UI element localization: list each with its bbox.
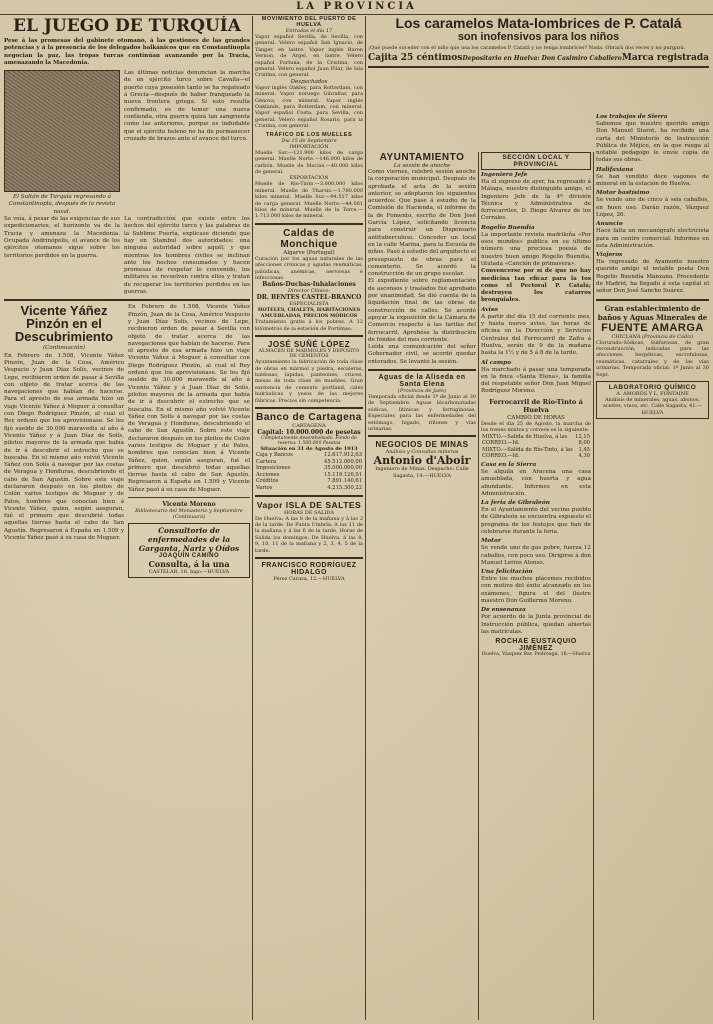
lab-title: LABORATORIO QUÍMICO [608, 384, 697, 392]
sune-sub: ALMACÉN DE MÁRMOLES Y DEPÓSITO DE CEMENTOS [258, 349, 360, 360]
c4-s1-body: Sabemos que nuestro querido amigo Don Manuel Siurot, ha recibido una carta del Ministerio de Instrucción Pública de Méjico, en la que ruega al notable pedagogo le envíe copia de todas sus obras. [596, 121, 709, 164]
masthead-title: LA PROVINCIA [296, 1, 417, 12]
turquia-tail: Se veía, á pesar de las exigencias de sus expedicionarios, el horizonte va de la Tracia y amenaza la Macedonia. Ocupada Andrinópolis, el avance de los ejércitos otomanos sigue sobre los territorios perdidos en la guerra. [4, 216, 120, 259]
balance-label: Acciones [256, 471, 280, 478]
s7-heading: La feria de Gibraleón [481, 500, 550, 507]
horario-label: CORREO.—Id. [482, 453, 520, 460]
mataca-sub: son inofensivos para los niños [457, 31, 620, 43]
balance-label: Imposiciones [256, 465, 291, 472]
balance-value: 35.000.000,00 [324, 465, 362, 472]
author-moreno-sub: Bibliotecario del Monasterio y Septiembre [135, 508, 243, 515]
s7-body: En el Ayuntamiento del vecino pueblo de Gibraleón se encuentra expuesto el programa de los festejos que han de celebrarse durante la feria. [481, 507, 591, 535]
c4-s2-body: Se han vendido doce vagones de mineral en la estación de Huelva. [596, 173, 709, 188]
ayto-body: Como viernes, celebró sesión anoche la corporación municipal. Después de aprobada el acta de la sesión anterior, se adoptaron los siguientes acuerdos: Que pase á estudio de la Comisión de Hacienda, el informe de la de Fomento, escrito de Don José García López, solicitando licencia para construir un Dispensario antituberculoso. Conceder un local en la calle Marina, para la Escuela de niños. Pasó á estudio del arquitecto el presupuesto de obras para el cementerio. Se acordó la construcción de un grupo escolar. [368, 169, 476, 278]
mataca-marca: Marca registrada [621, 53, 709, 64]
trafico-title: TRÁFICO DE LOS MUELLES [265, 131, 353, 138]
importacion-body: Muelle Sur.—121.900 kilos de carga general. Muelle Norte.—146.000 kilos de carbón. Muelle de Macías.—40.000 kilos de general. [255, 149, 363, 175]
mataca-title: Los caramelos Mata-lombrices de P. Catalá [395, 16, 682, 31]
ayto-sub: La sesión de anoche [393, 163, 451, 169]
footer-rodriguez-addr: Pérez Carasa, 12.—HUELVA [273, 576, 345, 583]
caldas-foot: Tratamiento gratis á los pobres. A 12 kilómetros de la estación de Portimao. [255, 319, 363, 332]
turquia-col-b: La contradicción que existe entre los hechos del ejército turco y las palabras de la Sublime Puerta, explícase diciendo que hay en Stambul dos autoridades: una ninguna autoridad sobre aquél; y que mientras los hombres civiles se inclinan ante los hechos consumados y hacen promesas de respetar lo convenido, los militares se revuelven contra ellos y tratan de recuperar los territorios perdidos en las guerras. [124, 216, 250, 296]
caldas-director: DR. BENTES CASTEL-BRANCO [256, 294, 362, 302]
ayto-body-3: Leída una comunicación del señor Gobernador civil, se acordó quedar enterados. Se levantó la sesión. [368, 344, 476, 365]
horario-label: CORREO.—Id. [482, 440, 520, 447]
lab-body: Análisis de minerales, aguas, abonos, aceites, vinos, etc. Calle Sagasta, 41.—HUELVA [602, 397, 703, 416]
laboratorio-ad [596, 381, 709, 419]
s5-body: Ha marchado á pasar una temporada en la finca «Santa Elena», la familia del respetable señor Don Juan Miguel Rodríguez Moreno. [481, 366, 591, 395]
c4-s1-heading: Los trabajos de Sierra [596, 114, 668, 120]
s10-body: Por acuerdo de la Junta provincial de Instrucción pública, quedan abiertas las matrículas. [481, 614, 591, 635]
c4-s4-heading: Anuncio [596, 221, 623, 228]
s2-body: La importante revista madrileña «Por esos mundos» publica en su último número una preciosa poesía de nuestro buen amigo Rogelio Buendía, titulada «Canción de primavera». [481, 231, 591, 267]
banco-title: Banco de Cartagena [256, 412, 362, 424]
balance-label: Caja y Bancos [256, 452, 293, 459]
cambio-title: CAMBIO DE HORAS [507, 414, 565, 421]
caldas-sub: Algarve (Portugal) [283, 249, 335, 256]
horario-row [481, 434, 591, 441]
exportacion-title: EXPORTACIÓN [289, 175, 329, 182]
aboir-body: Ingeniero de Minas. Despacho: Calle Sagasta, 14.—HUELVA [375, 466, 469, 479]
rochae-footer: ROCHAE EUSTAQUIO JIMÉNEZ [495, 638, 577, 653]
headline-pinzon: Vicente Yáñez Pinzón en el Descubrimiento [14, 303, 114, 345]
s8-body: Se vende uno de gas pobre, fuerza 12 caballos, con poco uso. Dirigirse á don Manuel Lerios Alonso. [481, 545, 591, 566]
s3-body: Convencerse por sí de que no hay medicina tan eficaz para la tos como el Pectoral P. Catalá; destruyen los catarros bronquiales. [481, 268, 591, 304]
balance-label: Créditos [256, 478, 279, 485]
balance-label: Cartera [256, 458, 277, 465]
aguas-title: Aguas de la Aliseda en Santa Elena [378, 374, 466, 389]
s9-heading: Una felicitación [481, 569, 533, 576]
masthead [0, 0, 713, 15]
fuente-title: Gran establecimiento de baños y Aguas Minerales de [597, 303, 708, 322]
fuente-name: FUENTE AMARGA [601, 321, 704, 334]
horario-row [481, 453, 591, 460]
s1-body: Ha el expreso de ayer, ha regresado á Málaga, nuestro distinguido amigo, el Ingeniero Jefe de la 4ª división Técnica y Administrativa de ferrocarriles, D. Diego Alvarez de los Corrales. [481, 179, 591, 222]
despachados-body: Vapor inglés Oakley, para Rotterdam, con mineral. Vapor noruego Gibraltar, para Génova, con mineral. Vapor inglés Oaklands, para Rotterdam, con mineral. Vapor español Costa, para Sevilla, con general. Velero español Rosario, para la Cristina, con general. [255, 84, 363, 130]
balance-row [255, 478, 363, 485]
rochae-addr: Huelva, Vázquez Bar. Pedroaga, 16.—Huelva [481, 652, 591, 658]
balance-row [255, 485, 363, 492]
ayto-title: AYUNTAMIENTO [379, 152, 465, 163]
horario-value: 1,45 [578, 446, 590, 453]
balance-value: 7.891.140,61 [327, 478, 362, 485]
column-1 [4, 16, 250, 1020]
c4-s3-heading: Motor bastísimo [596, 190, 650, 197]
caldas-body: Curación por los aguas naturales de las afecciones crónicas y agudas reumáticas, palúdicas, anémicas, nerviosas é infecciosas. [255, 255, 363, 281]
s8-heading: Motor [481, 538, 501, 545]
consultorio-address: CASTELAR, 16, bajo.—HUELVA [148, 569, 230, 576]
mataca-body: ¡Qué puede suceder con el niño que usa los caramelos P. Catalá y no tenga lombrices? Nada. Obrará dos veces y no purgará. [368, 45, 686, 51]
horario-value: 8,00 [578, 440, 590, 447]
aboir-title: Antonio d'Aboir [373, 454, 471, 468]
horario-row [481, 447, 591, 454]
turquia-col-a: Las últimas noticias denuncian la marcha de un ejército turco sobre Cavalla—el puerto cuya posesión tanto se ha regateado á Grecia—después de haber franqueado la nueva frontera griega. Si esto resulta confirmado, es de temer una nueva contienda, otra guerra quizá tan sangrienta como las anteriores, porque es indudable que el ejército heleno no ha de permanecer cruzado de brazos ante el avance del turco. [124, 70, 250, 142]
consultorio-ad [128, 523, 250, 578]
headline-turquia: EL JUEGO DE TURQUÍA [13, 16, 241, 36]
sune-title: JOSÉ SUÑÉ LÓPEZ [267, 340, 351, 350]
despachados-title: Despachados [290, 78, 328, 85]
consultorio-consulta: Consulta, á la una [148, 559, 230, 570]
s2-heading: Rogelio Buendía [481, 224, 535, 231]
banco-balance-table [255, 452, 363, 492]
c4-s3-body: Se vende uno de cinco á seis caballos, en buen uso. Darán razón, Vázquez López, 26. [596, 197, 709, 218]
negocios-sub: Análisis y Consultas mineras [385, 449, 459, 456]
c4-s4-body: Hace falta un mecanógrafo electricista para un centro comercial. Informes en esta Administración. [596, 228, 709, 249]
entradas-body: Vapor español Sevilla, de Sevilla, con general. Velero español San Ignacio, de Tánger, en lastre. Vapor inglés Baron Vernon, de Argel, en lastre. Velero español Fortuna, de la Cristina, con general. Velero español Juan Pilar, de Isla Cristina, con general. [255, 34, 363, 79]
aguas-body: Temporada oficial desde 1º de Junio al 30 de Septiembre. Aguas bicarbonatadas sódicas, litínicas y ferruginosas. Especiales para las enfermedades del estómago, hígado, riñones y vías urinarias. [368, 394, 476, 433]
c4-s5-body: Ha regresado de Ayamonte nuestro querido amigo el notable poeta Don Rogelio Buendía Manzano. Procedente de Madrid, ha llegado á esta capital el señor Don José Sancho Suárez. [596, 259, 709, 295]
continuara: (Continuará) [172, 514, 206, 521]
balance-value: 12.617.912,63 [324, 452, 362, 459]
horario-label: MIXTO.—Salida de Huelva, á las [482, 433, 568, 440]
cambio-body: Desde el día 25 de Agosto, la marcha de los trenes mixtos y correos es la siguiente: [481, 420, 591, 434]
mataca-depositario: Depositario en Huelva: Don Casimiro Caballero [462, 54, 622, 62]
lab-sub: A. AMORÓS Y L. FONTAINE [616, 391, 689, 398]
banco-balance-title: Situación en 31 de Agosto de 1913 [260, 446, 358, 453]
balance-row [255, 452, 363, 459]
balance-row [255, 459, 363, 466]
pinzon-continuacion: (Continuación) [42, 345, 86, 352]
fuente-body: Clorurado-Sódicas, Sulfurosas, de gran reconstrucción, indicadas para las afecciones herpéticas, escrofulosas, reumáticas, catarrales y de las vías urinarias. Temporada oficial: 1º Junio al 30 Sept. [596, 339, 709, 378]
balance-row [255, 465, 363, 472]
caldas-title: Caldas de Monchique [280, 227, 338, 250]
sune-body: Ayuntamiento la fabricación de toda clase de obras en mármol y piedra, escaleras, baldosas, lápidas, panteones, cruces, mesas de toda clase de muebles. Gran existencia de cemento portland, cales hidráulicas y yesos de las mejores fábricas. Precios sin competencia. [255, 359, 363, 404]
caldas-director-label: Director Clínico: [287, 288, 331, 295]
balance-label: Varios [256, 485, 273, 491]
seccion-title: SECCIÓN LOCAL Y PROVINCIAL [481, 152, 591, 170]
aguas-sub: (Provincia de Jaén) [397, 388, 447, 395]
s4-body: A partir del día 15 del corriente mes, y hasta nuevo aviso, las horas de oficina en la Dirección y Servicios Centrales del Ferrocarril de Zafra á Huelva, serán de 9 de la mañana hasta la 1½ y de 5 á 8 de la tarde. [481, 313, 591, 357]
caldas-banos: Baños-Duchas-Inhalaciones [262, 281, 356, 289]
s6-body: Se alquila en Aracena una casa amueblada, con huerta y agua abundante. Informes en esta Administración. [481, 468, 591, 497]
balance-value: 45.512.000,00 [324, 458, 362, 465]
s1-heading: Ingeniero Jefe [481, 172, 528, 178]
column-3b [481, 152, 591, 1020]
column-2 [255, 16, 363, 1020]
vapor-title: Vapor ISLA DE SALTES [256, 499, 362, 510]
vapor-body: De Huelva: A las 8 de la mañana y á las 2 de la tarde. De Punta Umbría: A las 11 de la mañana y á las 6 de la tarde. Horas de Salida los domingos: De Huelva, á las 8, 9, 10, 11 de la mañana y 2, 3, 4, 5 de la tarde. [255, 515, 363, 554]
turquia-intro: Pese á las promesas del gabinete otomano, á las gestiones de las grandes potencias y á la presencia de los delegados balkánicos que en Constantinopla negocian la paz, las tropas turcas continúan avanzando por la Tracia, amenazando la Macedonia. [4, 38, 250, 66]
consultorio-doctor: JOAQUÍN CAMINO [158, 553, 220, 560]
sultan-photo [4, 70, 120, 192]
c4-s2-heading: Halifaxiana [596, 166, 634, 173]
mataca-cajita: Cajita 25 céntimos [368, 53, 463, 64]
sultan-caption: El Sultán de Turquía regresando á Constantinopla, después de la revista naval. [8, 194, 116, 215]
s6-heading: Casa en la Sierra [481, 461, 537, 468]
footer-rodriguez: FRANCISCO RODRÍGUEZ HIDALGO [261, 562, 357, 577]
banco-capital: Capital: 10.000.000 de pesetas [257, 429, 361, 437]
exportacion-body: Muelle de Rio-Tinto.—3.800.000 kilos mineral. Muelle de Tharsis.—1.780.000 kilos mineral. Muelle Sur.—94.517 kilos de carga general. Muelle Norte.—44.081 kilos de mineral. Muelle de la Torre.—1.713.000 kilos de mineral. [255, 181, 363, 220]
consultorio-title: Consultorio de enfermedades de la Garganta, Nariz y Oídos [138, 526, 240, 554]
column-4 [596, 112, 709, 1020]
balance-value: 15.119.126,91 [324, 471, 362, 478]
ferrocarril-title: Ferrocarril de Río-Tinto á Huelva [489, 397, 583, 414]
horario-label: MIXTO.—Salida de Río-Tinto, á las [482, 446, 573, 453]
s9-body: Entre los muchos plácemes recibidos con motivo del éxito alcanzado en los exámenes, figura el del ilustre maestro Don Guillermo Moreno. [481, 576, 591, 605]
caldas-especialista: ESPECIALISTA [289, 301, 329, 308]
horario-value: 12,15 [575, 433, 590, 440]
movimiento-heading: MOVIMIENTO DEL PUERTO DE HUELVA [261, 16, 357, 28]
fuente-loc: CHICLANA (Provincia de Cádiz) [611, 333, 694, 340]
s10-heading: De ensenanza [481, 607, 526, 614]
banco-desembolsado: Completamente desembolsado. Fondo de reserva: 1.500.000 Pesetas [261, 436, 357, 447]
c4-s5-heading: Viajeros [596, 252, 623, 259]
horario-value: 4,30 [578, 453, 590, 460]
pinzon-body-cont: En Febrero de 1.508, Vicente Yáñez Pinzón, Juan de la Cosa, Américo Vespucio y Juan Díaz Solís, vecinos de Lepe, recibieron orden de pasar á Sevilla con objeto de tratar acerca de las navegaciones que habían de hacerse. Para el apresto de esa armada hizo un viaje Vicente Yáñez á Moguer á consultar con Diego Rodríguez Pinzón, al cual el Rey ordenó que los aprovisionase. Se les fijó sueldo de 30.000 maravedís al año á Vicente Yáñez y á Juan Díaz de Solís, pilotos mayores de la armada que había de ir á descubrir el estrecho que se buscaba. En el mismo año volvió Vicente Yáñez con Solís á navegar por las costas de Veragua y Honduras, descubriendo el cabo de San Agustín. Sobre este viaje declararon después en los pleitos de Colón varios testigos de Moguer y de Palos, hombres que conocían bien á Vicente Yáñez, quien, según aseguran, fué el primero que descubrió todas aquellas tierras hasta el cabo de San Agustín. Regresaron á España en 1.509 y Vicente Yáñez pasó á su casa de Moguer. [128, 304, 250, 493]
column-3a [368, 152, 476, 1020]
s4-heading: Aviso [481, 306, 498, 313]
horario-row [481, 440, 591, 447]
horario-table [481, 434, 591, 460]
importacion-title: IMPORTACIÓN [289, 143, 329, 150]
ayto-body-2: El expediente sobre reglamentación de ascensos y traslados fué aprobado por unanimidad. Se dió cuenta de la liquidación final de las obras de construcción de calles. Se acordó apoyar la exposición de la Cámara de Comercio respecto á las tarifas del ferrocarril. Aprobóse la distribución de fondos del mes corriente. [368, 278, 476, 343]
pinzon-body: En Febrero de 1.508, Vicente Yáñez Pinzón, Juan de la Cosa, Américo Vespucio y Juan Díaz Solís, vecinos de Lepe, recibieron orden de pasar á Sevilla con objeto de tratar acerca de las navegaciones que habían de hacerse. Para el apresto de esa armada hizo un viaje Vicente Yáñez á Moguer á consultar con Diego Rodríguez Pinzón, al cual el Rey ordenó que los aprovisionase. Se les fijó sueldo de 30.000 maravedís al año á Vicente Yáñez y á Juan Díaz de Solís, pilotos mayores de la armada que había de ir á descubrir el estrecho que se buscaba. En el mismo año volvió Vicente Yáñez con Solís á navegar por las costas de Veragua y Honduras, descubriendo el cabo de San Agustín. Sobre este viaje declararon después en los pleitos de Colón varios testigos de Moguer y de Palos, hombres que conocían bien á Vicente Yáñez, quien, según aseguran, fué el primero que descubrió todas aquellas tierras hasta el cabo de San Agustín. Regresaron á España en 1.509 y Vicente Yáñez pasó á su casa de Moguer. [4, 352, 124, 542]
balance-value: 4.215.300,22 [327, 485, 362, 491]
banco-sub: CARTAGENA [292, 423, 326, 430]
s5-heading: Al campo [481, 359, 512, 366]
entradas-title: Entradas el día 17 [285, 28, 333, 34]
negocios-title: NEGOCIOS DE MINAS [375, 440, 469, 450]
caldas-hoteles: HOTELES, CHALETS, HABITACIONES AMUEBLADAS, PRECIOS MÓDICOS [257, 307, 361, 320]
vapor-sub: HORAS DE SALIDA [283, 509, 335, 516]
author-moreno: Vicente Moreno [162, 501, 216, 509]
trafico-sub: Día 15 de Septiembre [281, 137, 337, 144]
